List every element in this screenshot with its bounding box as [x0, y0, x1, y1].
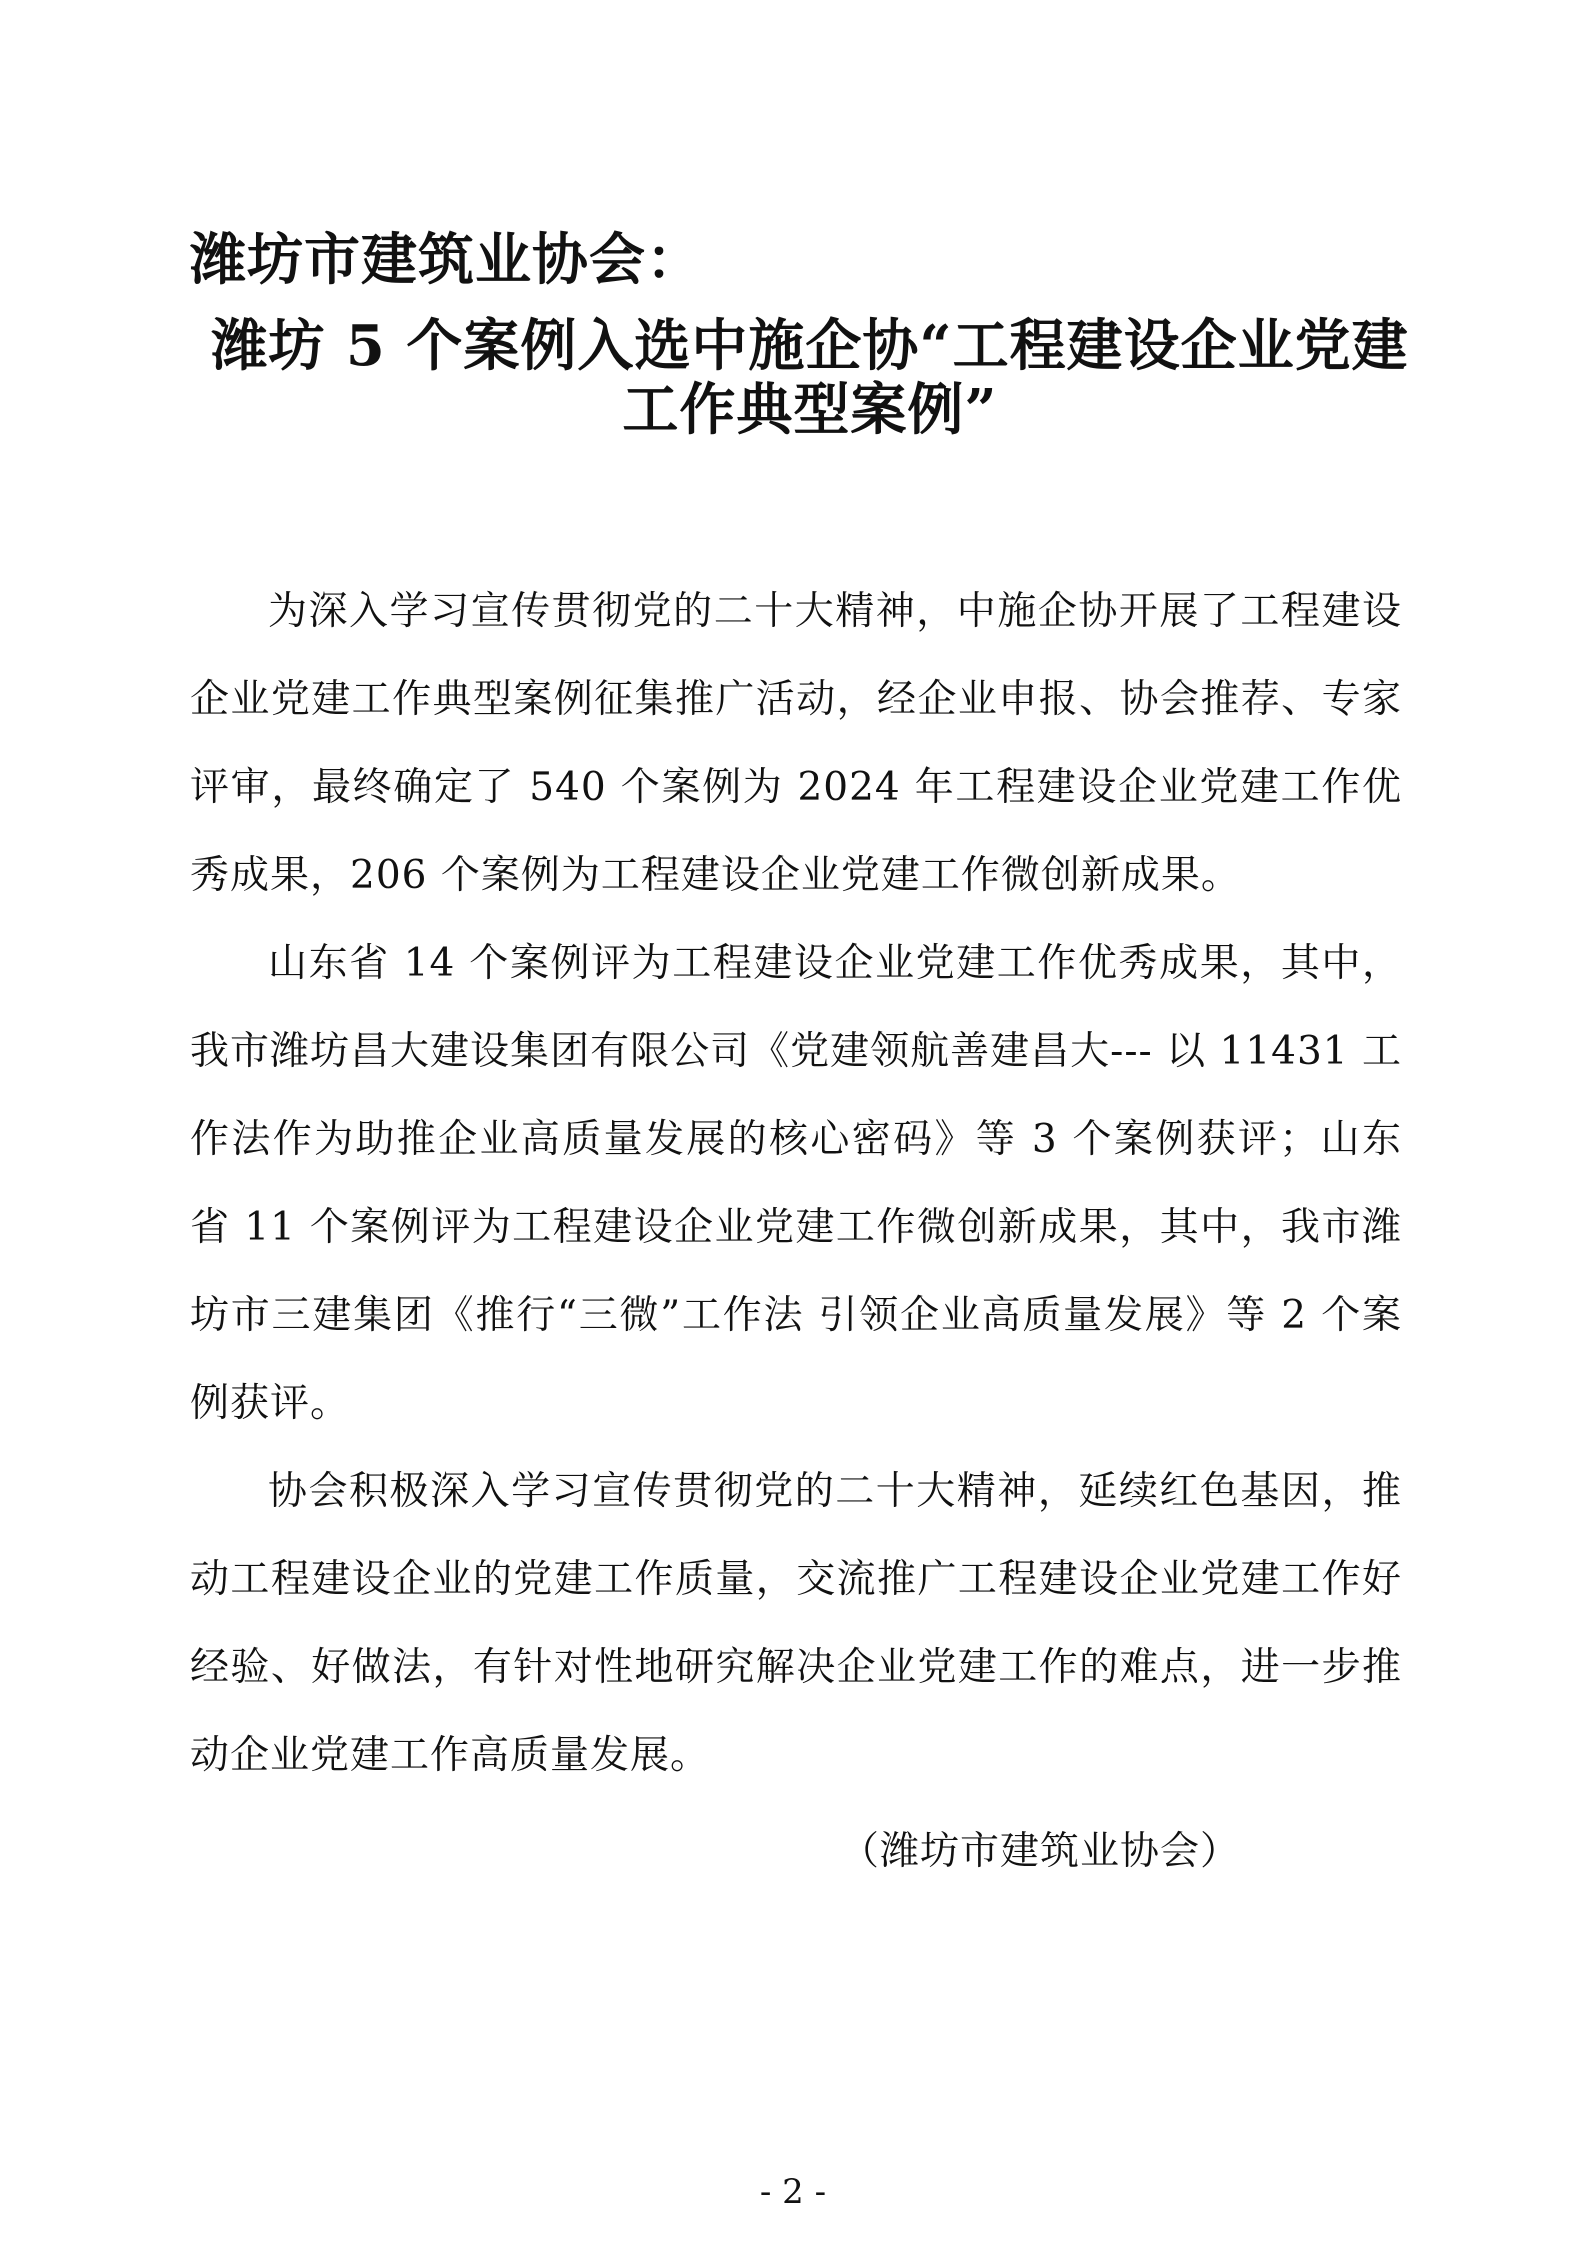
- title-line-headline: 潍坊 5 个案例入选中施企协“工程建设企业党建工作典型案例”: [211, 313, 1409, 443]
- page-number: - 2 -: [759, 2172, 827, 2212]
- body-paragraph-2: 山东省 14 个案例评为工程建设企业党建工作优秀成果，其中，我市潍坊昌大建设集团有限公司《党建领航善建昌大--- 以 11431 工作法作为助推企业高质量发展的核心密码》等 3 个案例获评；山东省 11 个案例评为工程建设企业党建工作微创新成果，其中，我市潍坊市三建集团《推行“三微”工作法 引领企业高质量发展》等 2 个案例获评。: [190, 941, 1402, 1426]
- article-body: [190, 568, 1402, 1800]
- title-line-organization: 潍坊市建筑业协会：: [190, 227, 703, 293]
- body-paragraph-1: 为深入学习宣传贯彻党的二十大精神，中施企协开展了工程建设企业党建工作典型案例征集推广活动，经企业申报、协会推荐、专家评审，最终确定了 540 个案例为 2024 年工程建设企业党建工作优秀成果，206 个案例为工程建设企业党建工作微创新成果。: [190, 589, 1402, 898]
- body-paragraph-3: 协会积极深入学习宣传贯彻党的二十大精神，延续红色基因，推动工程建设企业的党建工作质量，交流推广工程建设企业党建工作好经验、好做法，有针对性地研究解决企业党建工作的难点，进一步推动企业党建工作高质量发展。: [190, 1469, 1402, 1778]
- article-title: [190, 228, 1410, 442]
- signature: （潍坊市建筑业协会）: [839, 1829, 1240, 1874]
